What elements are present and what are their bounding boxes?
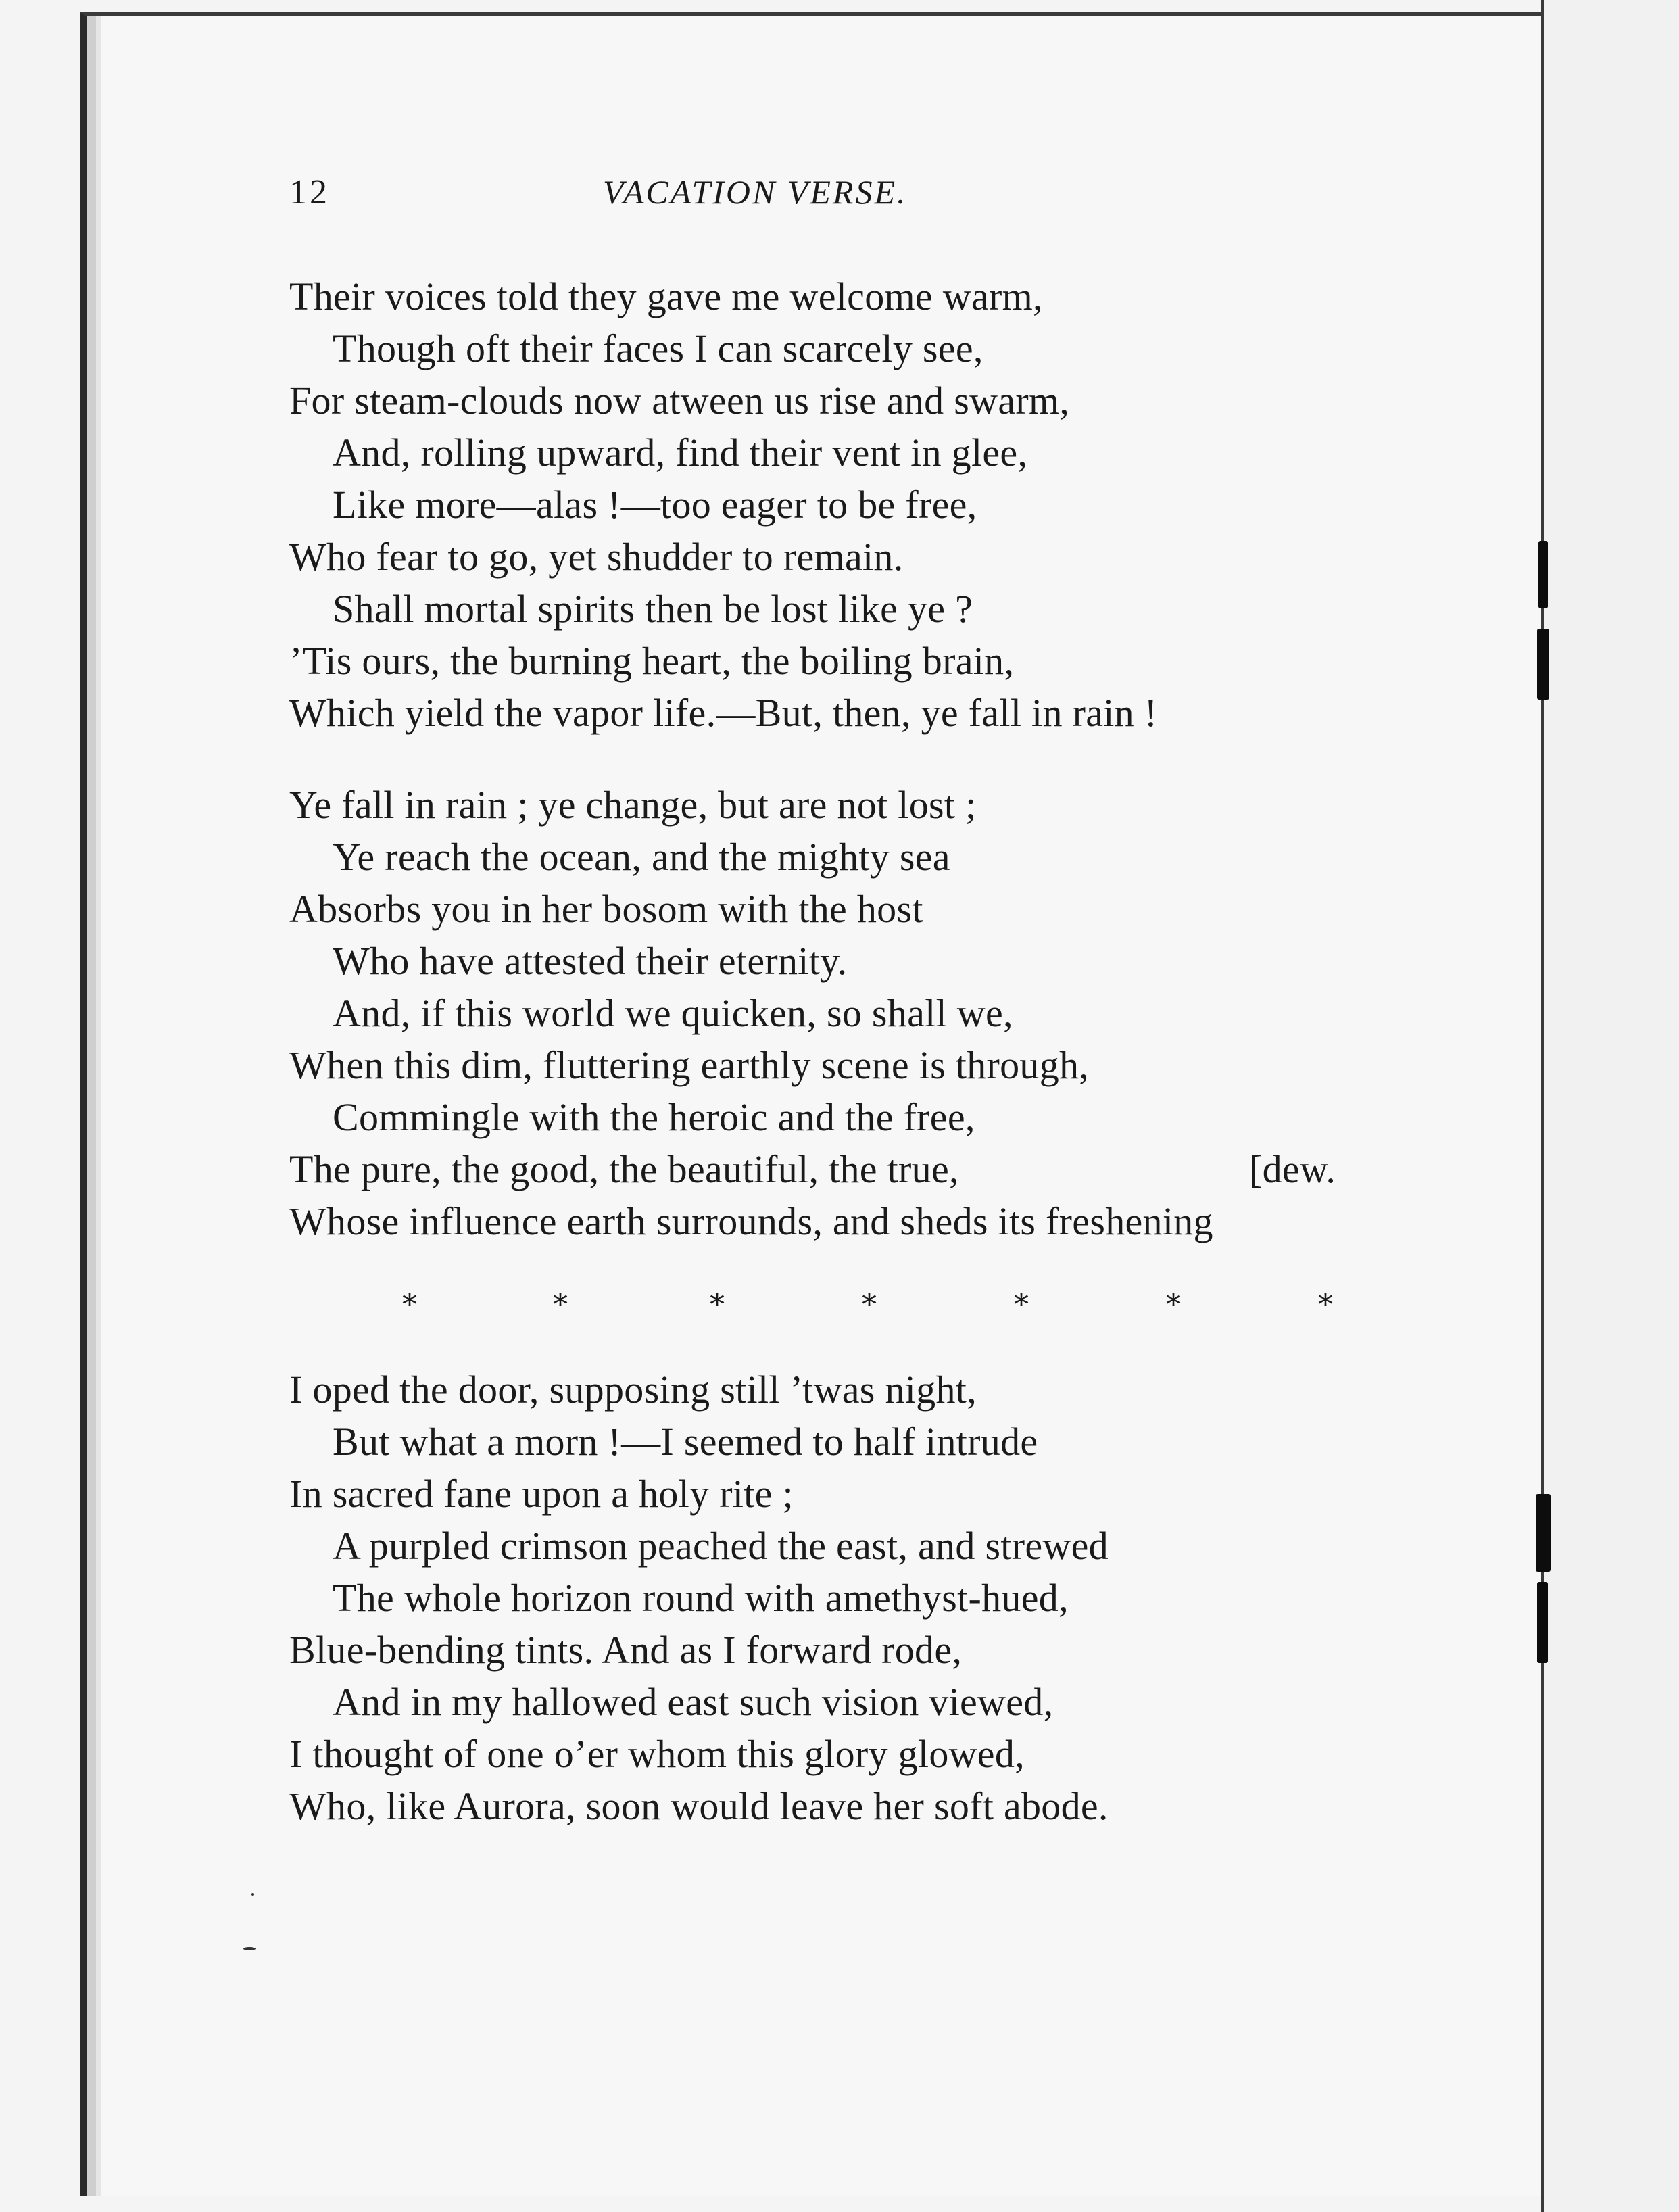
binding-clip-mark	[1537, 1582, 1548, 1663]
verse-line: Shall mortal spirits then be lost like ye ?	[333, 587, 973, 631]
stanza-3	[289, 1364, 1398, 1832]
page-number: 12	[289, 173, 330, 212]
paper-speck	[243, 1947, 256, 1950]
asterisk: *	[1166, 1288, 1181, 1322]
verse-line: The whole horizon round with amethyst-hued,	[333, 1576, 1069, 1620]
asterisk: *	[1014, 1288, 1029, 1322]
verse-line: Which yield the vapor life.—But, then, ye fall in rain !	[289, 691, 1158, 735]
asterisk: *	[553, 1288, 568, 1322]
verse-line: For steam-clouds now atween us rise and swarm,	[289, 379, 1070, 423]
paper-speck	[251, 1893, 254, 1896]
verse-line: Who have attested their eternity.	[333, 939, 848, 983]
verse-line: ’Tis ours, the burning heart, the boiling brain,	[289, 639, 1015, 683]
verse-line: Blue-bending tints. And as I forward rode,	[289, 1628, 963, 1672]
verse-line: Who fear to go, yet shudder to remain.	[289, 535, 904, 579]
verse-line: And in my hallowed east such vision viewed,	[333, 1680, 1054, 1724]
verse-line: Their voices told they gave me welcome warm,	[289, 274, 1043, 318]
binding-clip-mark	[1537, 629, 1549, 700]
verse-line: Whose influence earth surrounds, and sheds its freshening	[289, 1199, 1213, 1243]
verse-line: I thought of one o’er whom this glory glowed,	[289, 1732, 1025, 1776]
verse-line: Commingle with the heroic and the free,	[333, 1095, 975, 1139]
asterisk: *	[402, 1288, 417, 1322]
verse-line: A purpled crimson peached the east, and strewed	[333, 1524, 1109, 1568]
asterisk: *	[710, 1288, 725, 1322]
verse-line: Though oft their faces I can scarcely see,	[333, 327, 983, 370]
stanza-2	[289, 779, 1398, 1247]
binding-clip-mark	[1538, 541, 1548, 608]
verse-line: When this dim, fluttering earthly scene is through,	[289, 1043, 1090, 1087]
verse-line: I oped the door, supposing still ’twas night,	[289, 1368, 977, 1412]
verse-line: Who, like Aurora, soon would leave her soft abode.	[289, 1784, 1109, 1828]
stanza-1	[289, 270, 1398, 739]
verse-line-text: The pure, the good, the beautiful, the true,	[289, 1147, 959, 1191]
verse-line: Like more—alas !—too eager to be free,	[333, 483, 977, 527]
verse-line: Absorbs you in her bosom with the host	[289, 887, 923, 931]
verse-line: In sacred fane upon a holy rite ;	[289, 1472, 794, 1516]
running-title: VACATION VERSE.	[603, 173, 908, 211]
verse-line: Ye reach the ocean, and the mighty sea	[333, 835, 950, 879]
asterisk: *	[862, 1288, 877, 1322]
adjacent-page-margin	[1544, 0, 1679, 2212]
running-head	[0, 172, 1679, 226]
verse-line: And, rolling upward, find their vent in glee,	[333, 431, 1028, 475]
verse-line: But what a morn !—I seemed to half intrude	[333, 1420, 1038, 1464]
section-separator	[379, 1288, 1352, 1328]
verse-line: Ye fall in rain ; ye change, but are not lost ;	[289, 783, 977, 827]
verse-line: And, if this world we quicken, so shall we,	[333, 991, 1013, 1035]
asterisk: *	[1318, 1288, 1333, 1322]
binding-clip-mark	[1536, 1494, 1551, 1572]
verse-line	[289, 1143, 1398, 1195]
carried-over-word: [dew.	[1249, 1147, 1336, 1191]
